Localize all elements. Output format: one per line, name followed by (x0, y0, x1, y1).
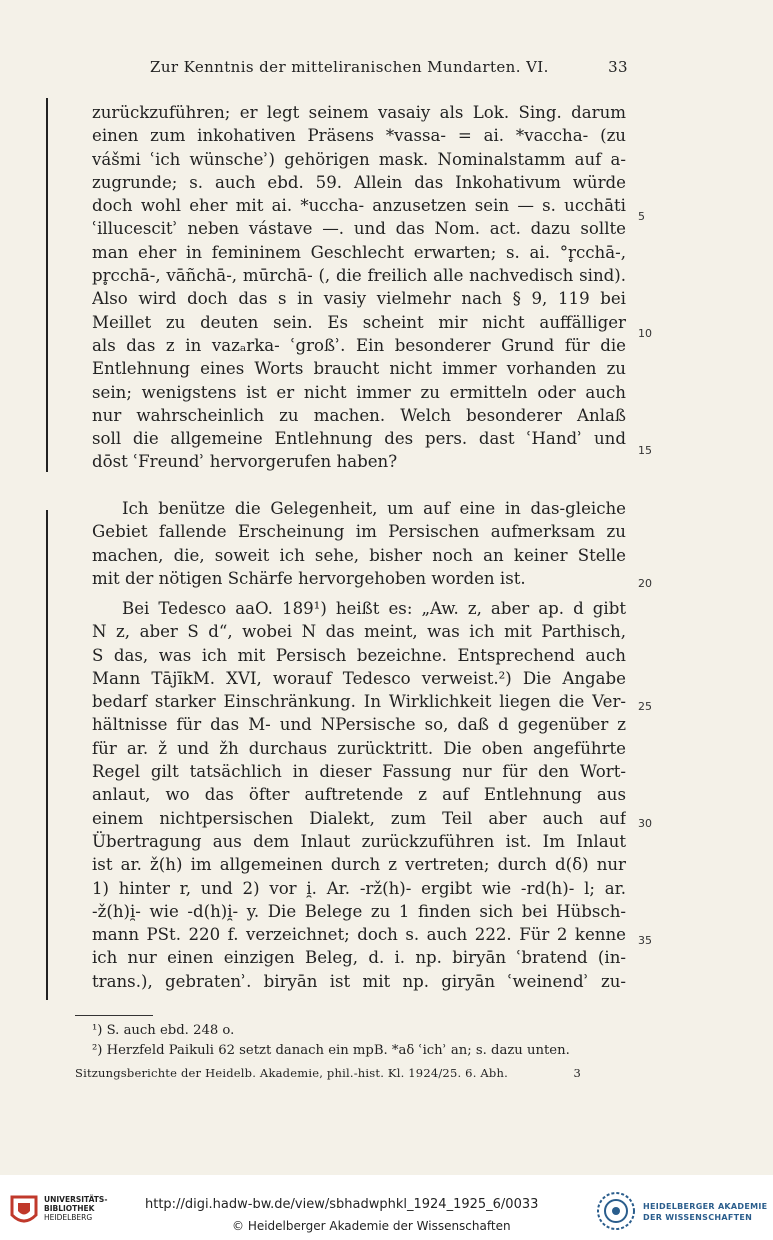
text-line: Mann TājīkM. XVI, worauf Tedesco verweist.²) Die Angabe (92, 668, 626, 688)
page-header (90, 58, 630, 82)
text-line: 1) hinter r, und 2) vor i̯. Ar. -rž(h)- ergibt wie -rd(h)- l; ar. (92, 878, 626, 898)
line-number: 25 (638, 700, 652, 713)
line-number: 10 (638, 327, 652, 340)
text-line: -ž(h)i̯- wie -d(h)i̯- y. Die Belege zu 1 finden sich bei Hübsch- (92, 901, 626, 921)
text-line: pr̥cchā-, vāñchā-, mūrchā- (, die freilich alle nachvedisch sind). (92, 266, 626, 286)
signature-line (75, 1066, 595, 1080)
text-line: machen, die, soweit ich sehe, bisher noch an keiner Stelle (92, 545, 626, 565)
text-line: Entlehnung eines Worts braucht nicht immer vorhanden zu (92, 359, 626, 379)
margin-rule-bottom (46, 510, 48, 1000)
line-number: 30 (638, 817, 652, 830)
text-line: zurückzuführen; er legt seinem vasaiy als Lok. Sing. darum (92, 103, 626, 122)
footnote: ²) Herzfeld Paikuli 62 setzt danach ein mpB. *aδ ʿichʾ an; s. dazu unten. (92, 1043, 570, 1058)
digitization-footer (0, 1175, 773, 1240)
text-line: sein; wenigstens ist er nicht immer zu ermitteln oder auch (92, 382, 626, 402)
text-line: man eher in femininem Geschlecht erwarten; s. ai. °r̥cchā-, (92, 242, 626, 262)
text-line: ʿillucescitʾ neben vástave —. und das Nom. act. dazu sollte (92, 219, 626, 239)
line-number: 15 (638, 444, 652, 457)
text-line: S das, was ich mit Persisch bezeichne. Entsprechend auch (92, 645, 626, 665)
footnotes (92, 1021, 630, 1061)
signature-text: Sitzungsberichte der Heidelb. Akademie, phil.-hist. Kl. 1924/25. 6. Abh. (75, 1066, 508, 1080)
text-line: einen zum inkohativen Präsens *vassa- = ai. *vaccha- (zu (92, 126, 626, 146)
text-line: N z, aber S d“, wobei N das meint, was ich mit Parthisch, (92, 622, 626, 642)
text-line: soll die allgemeine Entlehnung des pers. dast ʿHandʾ und (92, 429, 626, 449)
text-line: für ar. ž und žh durchaus zurücktritt. Die oben angeführte (92, 738, 626, 758)
paragraph-2 (92, 497, 626, 590)
text-line: einem nichtpersischen Dialekt, zum Teil aber auch auf (92, 808, 626, 828)
copyright-notice: © Heidelberger Akademie der Wissenschaften (232, 1219, 511, 1233)
footnote: ¹) S. auch ebd. 248 o. (92, 1023, 235, 1038)
footnote-divider (75, 1015, 153, 1016)
text-line: mit der nötigen Schärfe hervorgehoben worden ist. (92, 568, 526, 588)
text-line: Gebiet fallende Erscheinung im Persischen aufmerksam zu (92, 522, 626, 542)
page-number: 33 (608, 58, 628, 76)
university-library-logo-icon (8, 1193, 40, 1229)
text-line: Bei Tedesco aaO. 189¹) heißt es: „Aw. z, aber ap. d gibt (122, 599, 626, 618)
paragraph-1 (92, 101, 626, 474)
text-line: zugrunde; s. auch ebd. 59. Allein das Inkohativum würde (92, 172, 626, 192)
line-number: 20 (638, 577, 652, 590)
text-line: bedarf starker Einschränkung. In Wirklichkeit liegen die Ver- (92, 692, 626, 712)
academy-seal-icon (596, 1191, 636, 1231)
text-line: nur wahrscheinlich zu machen. Welch besonderer Anlaß (92, 405, 626, 425)
text-line: als das z in vazₐrka- ʿgroßʾ. Ein besonderer Grund für die (92, 335, 626, 355)
text-line: doch wohl eher mit ai. *uccha- anzusetzen sein — s. ucchāti (92, 196, 626, 216)
running-title: Zur Kenntnis der mitteliranischen Mundarten. VI. (150, 58, 549, 76)
text-line: hältnisse für das M- und NPersische so, daß d gegenüber z (92, 715, 626, 735)
text-line: ich nur einen einzigen Beleg, d. i. np. biryān ʿbratend (in- (92, 948, 626, 968)
text-line: ist ar. ž(h) im allgemeinen durch z vertreten; durch d(δ) nur (92, 855, 626, 875)
text-line: anlaut, wo das öfter auftretende z auf Entlehnung aus (92, 785, 626, 805)
text-line: Ich benütze die Gelegenheit, um auf eine in das-gleiche (122, 499, 626, 518)
paragraph-3 (92, 597, 626, 993)
sheet-number: 3 (573, 1066, 581, 1080)
text-line: Also wird doch das s in vasiy vielmehr nach § 9, 119 bei (92, 289, 626, 309)
line-number: 35 (638, 934, 652, 947)
text-line: Regel gilt tatsächlich in dieser Fassung nur für den Wort- (92, 762, 626, 782)
text-line: dōst ʿFreundʾ hervorgerufen haben? (92, 452, 398, 472)
line-number: 5 (638, 210, 645, 223)
text-line: Übertragung aus dem Inlaut zurückzuführen ist. Im Inlaut (92, 831, 626, 851)
academy-name: HEIDELBERGER AKADEMIE DER WISSENSCHAFTEN (643, 1202, 768, 1222)
text-line: trans.), gebratenʾ. biryān ist mit np. giryān ʿweinendʾ zu- (92, 971, 626, 991)
library-name: UNIVERSITÄTS- BIBLIOTHEK HEIDELBERG (44, 1195, 108, 1222)
text-line: mann PSt. 220 f. verzeichnet; doch s. auch 222. Für 2 kenne (92, 925, 626, 945)
text-line: Meillet zu deuten sein. Es scheint mir nicht auffälliger (92, 312, 626, 332)
permalink-url[interactable]: http://digi.hadw-bw.de/view/sbhadwphkl_1924_1925_6/0033 (145, 1197, 539, 1212)
margin-rule-top (46, 98, 48, 472)
text-line: vášmi ʿich wünscheʾ) gehörigen mask. Nominalstamm auf a- (92, 149, 626, 169)
